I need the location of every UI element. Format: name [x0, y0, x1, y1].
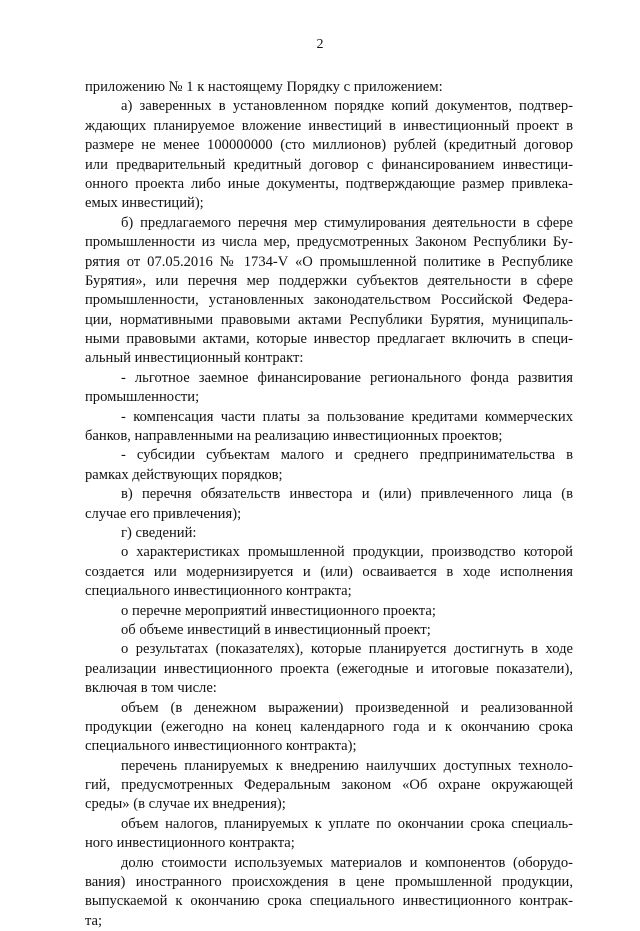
text-line: онного проекта либо иные документы, подтверждающие размер привлека- [85, 175, 573, 192]
text-line: перечень планируемых к внедрению наилучших доступных техноло- [121, 757, 573, 774]
text-line: а) заверенных в установленном порядке копий документов, подтвер- [121, 98, 573, 115]
text-line: о результатах (показателях), которые планируется достигнуть в ходе [121, 641, 573, 658]
text-line: промышленности из числа мер, предусмотренных Законом Республики Бу- [85, 234, 573, 251]
text-line: размере не менее 100000000 (сто миллионов) рублей (кредитный договор [85, 137, 573, 154]
text-line: долю стоимости используемых материалов и компонентов (оборудо- [121, 854, 573, 871]
text-line: - компенсация части платы за пользование кредитами коммерческих [121, 408, 573, 425]
text-line: рятия от 07.05.2016 № 1734-V «О промышленной политике в Республике [85, 253, 573, 270]
text-line: - субсидии субъектам малого и среднего предпринимательства в [121, 447, 573, 464]
text-line: - льготное заемное финансирование регионального фонда развития [121, 369, 573, 386]
text-line: емых инвестиций); [85, 195, 204, 212]
text-line: Бурятия», или перечня мер поддержки субъектов деятельности в сфере [85, 272, 573, 289]
text-line: выпускаемой к окончанию срока специального инвестиционного контрак- [85, 893, 573, 910]
text-line: гий, предусмотренных Федеральным законом «Об охране окружающей [85, 777, 573, 794]
text-line: продукции (ежегодно на конец календарного года и к окончанию срока [85, 718, 573, 735]
text-line: альный инвестиционный контракт: [85, 350, 304, 367]
text-line: реализации инвестиционного проекта (ежегодные и итоговые показатели), [85, 660, 573, 677]
text-line: объем налогов, планируемых к уплате по окончании срока специаль- [121, 815, 573, 832]
text-line: в) перечня обязательств инвестора и (или) привлеченного лица (в [121, 486, 573, 503]
text-line: рамках действующих порядков; [85, 466, 283, 483]
document-body [85, 78, 573, 931]
text-line: промышленности, установленных законодательством Российской Федера- [85, 292, 573, 309]
page-number: 2 [316, 37, 324, 52]
text-line: приложению № 1 к настоящему Порядку с приложением: [85, 79, 443, 95]
text-line: об объеме инвестиций в инвестиционный проект; [121, 621, 431, 638]
text-line: ными правовыми актами, которые инвестор предлагает включить в специ- [85, 331, 573, 348]
text-line: среды» (в случае их внедрения); [85, 796, 286, 813]
text-line: или предварительный кредитный договор с финансированием инвестици- [85, 156, 573, 173]
text-line: включая в том числе: [85, 680, 217, 697]
text-line: объем (в денежном выражении) произведенной и реализованной [121, 699, 573, 716]
text-line: о характеристиках промышленной продукции, производство которой [121, 544, 573, 561]
text-line: ждающих планируемое вложение инвестиций в инвестиционный проект в [85, 117, 573, 134]
text-line: банков, направленными на реализацию инвестиционных проектов; [85, 428, 503, 445]
text-line: специального инвестиционного контракта); [85, 738, 357, 755]
text-line: случае его привлечения); [85, 505, 242, 522]
text-line: б) предлагаемого перечня мер стимулирования деятельности в сфере [121, 214, 573, 231]
text-line: ного инвестиционного контракта; [85, 835, 295, 852]
text-line: г) сведений: [121, 524, 197, 541]
text-line: промышленности; [85, 389, 200, 406]
text-line: создается или модернизируется и (или) осваивается в ходе исполнения [85, 563, 573, 580]
text-line: вания) иностранного происхождения в цене промышленной продукции, [85, 874, 573, 891]
text-line: ции, нормативными правовыми актами Республики Бурятия, муниципаль- [85, 311, 573, 328]
text-line: та; [85, 912, 103, 929]
text-line: о перечне мероприятий инвестиционного проекта; [121, 602, 436, 619]
text-line: специального инвестиционного контракта; [85, 583, 352, 600]
